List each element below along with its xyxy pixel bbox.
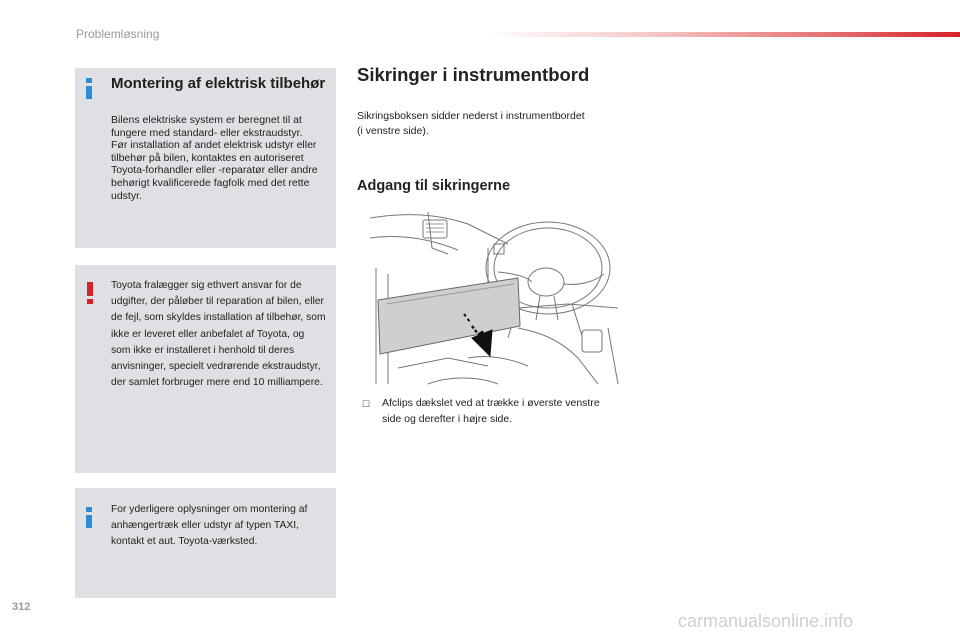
dashboard-fuse-cover-illustration [368, 208, 620, 386]
info-box-towbar [75, 488, 336, 598]
warning-box-liability [75, 265, 336, 473]
info-body: For yderligere oplysninger om montering af anhængertræk eller udstyr af typen TAXI, kontakt et aut. Toyota-værksted. [111, 504, 308, 548]
info-box-electrical-accessories [75, 68, 336, 248]
checkbox-bullet-icon: ☐ [362, 399, 371, 409]
intro-text: Sikringsboksen sidder nederst i instrumentbordet (i venstre side). [357, 110, 585, 137]
info-icon [86, 507, 92, 528]
instruction-text: Afclips dækslet ved at trække i øverste venstre side og derefter i højre side. [382, 397, 600, 425]
watermark: carmanualsonline.info [678, 611, 854, 631]
warning-icon [87, 282, 93, 304]
page-number: 312 [12, 601, 31, 613]
header-accent-bar [486, 32, 960, 37]
section-heading: Sikringer i instrumentbord [357, 64, 590, 85]
section-title: Problemløsning [76, 27, 160, 41]
info-icon [86, 78, 92, 99]
box-title: Montering af elektrisk tilbehør [111, 75, 326, 92]
warning-body: Toyota fralægger sig ethvert ansvar for de udgifter, der påløber til reparation af bilen, eller de fejl, som skyldes installation af tilbehør, som ikke er leveret eller anbefalet af Toyota, og som ikke er installeret i henhold til deres anvisninger, specielt vedrørende ekstraudstyr, der samlet forbruger mere end 10 milliampere. [111, 280, 326, 389]
subsection-heading: Adgang til sikringerne [357, 178, 511, 194]
box-body: Bilens elektriske system er beregnet til at fungere med standard- eller ekstraudstyr. Før installation af andet elektrisk udstyr eller tilbehør på bilen, kontaktes en autoriseret Toyota-forhandler eller -reparatør eller andre behørigt kvalificerede fagfolk med det rette udstyr. [111, 114, 318, 202]
